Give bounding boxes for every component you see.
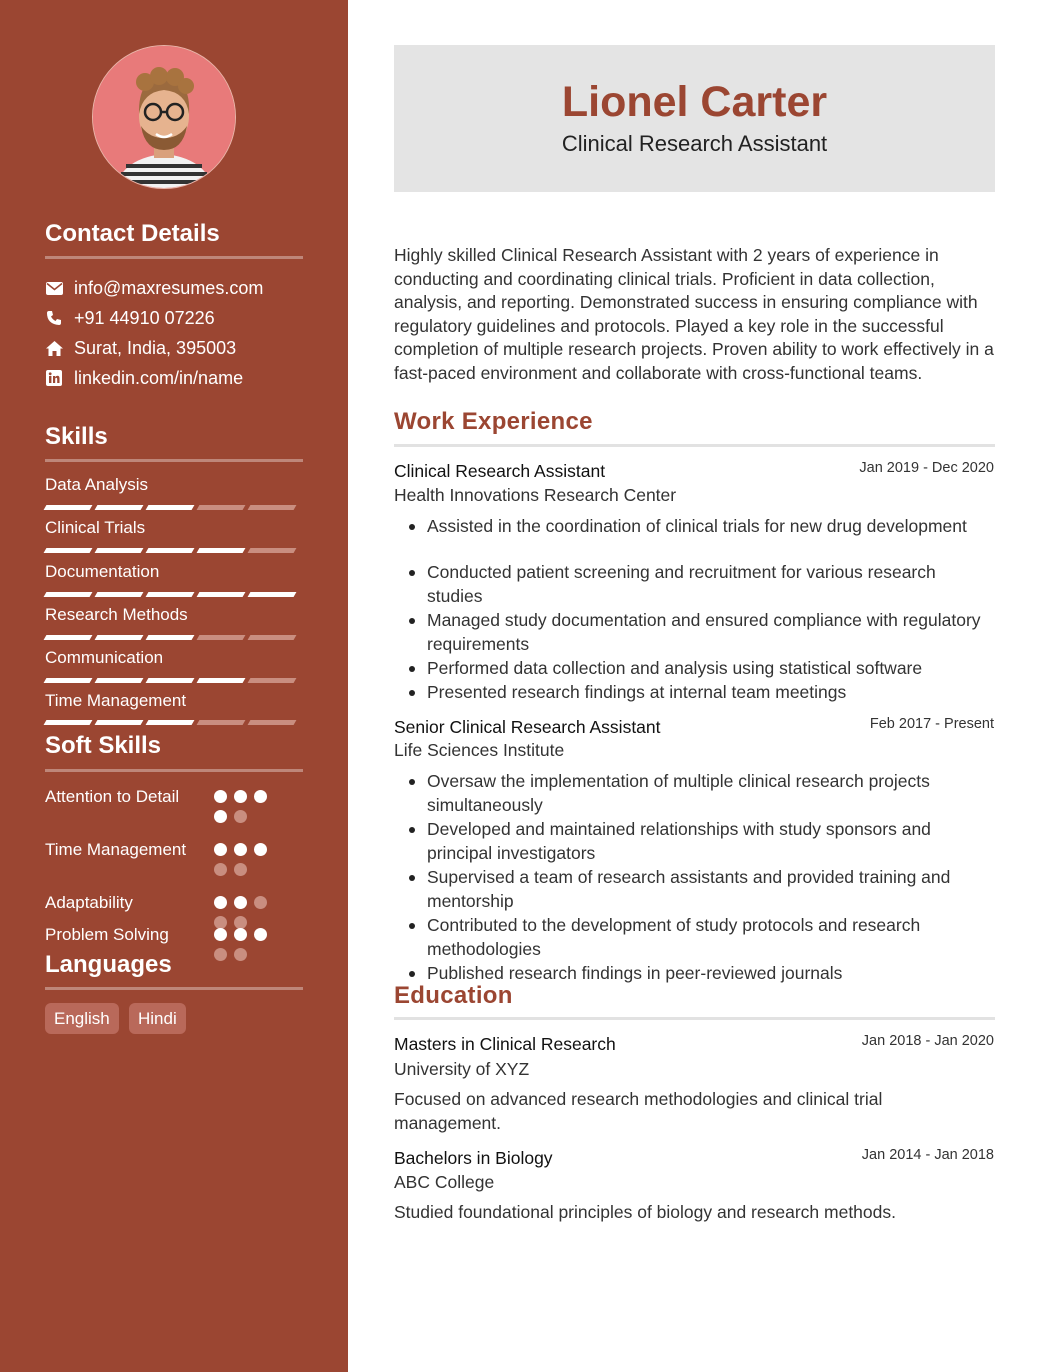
degree-dates: Jan 2018 - Jan 2020 <box>861 1033 994 1049</box>
soft-skills-divider <box>45 769 303 772</box>
school-name: ABC College <box>394 1172 495 1192</box>
skill-bar-segment-filled <box>95 678 144 683</box>
skill-bar-segment-filled <box>197 678 246 683</box>
skill-label: Time Management <box>45 691 187 710</box>
skill-bar <box>45 635 295 640</box>
degree-title: Bachelors in Biology <box>394 1148 553 1168</box>
degree-dates: Jan 2014 - Jan 2018 <box>861 1147 994 1163</box>
skill-bar-segment-filled <box>197 592 246 597</box>
skill-bar-segment-filled <box>146 635 195 640</box>
rating-dot-filled <box>214 896 227 909</box>
home-icon <box>45 339 63 357</box>
contact-linkedin[interactable] <box>45 367 243 389</box>
job-title: Clinical Research Assistant <box>394 461 606 481</box>
education-divider <box>394 1017 995 1020</box>
skills-heading: Skills <box>45 423 108 450</box>
work-experience-divider <box>394 444 995 447</box>
skill-bar-segment-filled <box>44 548 93 553</box>
skill-bar-segment-filled <box>95 720 144 725</box>
soft-skills-heading: Soft Skills <box>45 732 162 759</box>
contact-email-text: info@maxresumes.com <box>74 277 264 298</box>
rating-dot-filled <box>254 928 267 941</box>
school-name: University of XYZ <box>394 1059 530 1079</box>
contact-divider <box>45 256 303 259</box>
rating-dot-empty <box>234 863 247 876</box>
job-dates: Feb 2017 - Present <box>869 716 994 732</box>
rating-dot-filled <box>214 928 227 941</box>
skill-bar-segment-empty <box>248 635 297 640</box>
list-item: Published research findings in peer-reviewed journals <box>394 961 996 985</box>
rating-dot-filled <box>254 843 267 856</box>
rating-dot-empty <box>234 948 247 961</box>
skill-bar <box>45 592 295 597</box>
soft-skill-rating <box>214 896 286 929</box>
degree-description: Focused on advanced research methodologies and clinical trial management. <box>394 1089 883 1133</box>
skill-bar <box>45 505 295 510</box>
degree-description: Studied foundational principles of biology and research methods. <box>394 1202 896 1222</box>
contact-heading: Contact Details <box>45 220 220 247</box>
soft-skill-rating <box>214 790 286 823</box>
header-banner <box>394 45 995 192</box>
language-tag: English <box>45 1003 119 1034</box>
skill-bar-segment-filled <box>146 592 195 597</box>
contact-address <box>45 337 236 359</box>
job-organization: Life Sciences Institute <box>394 740 565 760</box>
skill-bar-segment-empty <box>197 720 246 725</box>
skill-bar-segment-filled <box>248 592 297 597</box>
skill-bar <box>45 548 295 553</box>
skill-bar-segment-filled <box>44 635 93 640</box>
language-tag: Hindi <box>129 1003 186 1034</box>
skill-bar-segment-empty <box>248 678 297 683</box>
contact-email[interactable] <box>45 277 263 299</box>
soft-skill-label: Attention to Detail <box>45 787 180 806</box>
rating-dot-empty <box>234 810 247 823</box>
candidate-name: Lionel Carter <box>561 78 828 126</box>
list-item: Oversaw the implementation of multiple clinical research projects simultaneously <box>394 769 996 817</box>
contact-phone-text: +91 44910 07226 <box>74 307 215 328</box>
skill-bar-segment-filled <box>146 678 195 683</box>
skill-bar-segment-empty <box>197 505 246 510</box>
skill-bar <box>45 720 295 725</box>
rating-dot-filled <box>214 810 227 823</box>
list-item: Contributed to the development of study protocols and research methodologies <box>394 913 996 961</box>
skill-label: Clinical Trials <box>45 518 146 537</box>
list-item: Presented research findings at internal team meetings <box>394 680 996 704</box>
rating-dot-filled <box>234 928 247 941</box>
skill-bar-segment-filled <box>95 548 144 553</box>
list-item: Supervised a team of research assistants and provided training and mentorship <box>394 865 996 913</box>
job-bullets <box>394 769 996 985</box>
list-item: Assisted in the coordination of clinical trials for new drug development <box>394 514 996 538</box>
skill-bar-segment-filled <box>146 548 195 553</box>
soft-skill-rating <box>214 843 286 876</box>
job-dates: Jan 2019 - Dec 2020 <box>859 460 994 476</box>
profile-summary: Highly skilled Clinical Research Assistant with 2 years of experience in conducting and coordinating clinical trials. Proficient in data collection, analysis, and reporting. Demonstrated success in ensuring compliance with regulatory guidelines and protocols. Played a key role in the successful completion of multiple research projects. Proven ability to work effectively in a fast-paced environment and collaborate with cross-functional teams. <box>394 245 994 383</box>
skill-bar-segment-filled <box>95 635 144 640</box>
languages-heading: Languages <box>45 951 172 978</box>
job-organization: Health Innovations Research Center <box>394 485 677 505</box>
skills-divider <box>45 459 303 462</box>
skill-bar-segment-filled <box>95 592 144 597</box>
skill-bar <box>45 678 295 683</box>
list-item: Developed and maintained relationships with study sponsors and principal investigators <box>394 817 996 865</box>
rating-dot-filled <box>234 843 247 856</box>
rating-dot-empty <box>214 948 227 961</box>
work-experience-heading: Work Experience <box>394 408 593 435</box>
skill-label: Research Methods <box>45 605 188 624</box>
skill-bar-segment-empty <box>248 720 297 725</box>
soft-skill-label: Time Management <box>45 840 187 859</box>
rating-dot-empty <box>214 863 227 876</box>
soft-skill-label: Problem Solving <box>45 925 169 944</box>
rating-dot-filled <box>214 790 227 803</box>
rating-dot-filled <box>214 843 227 856</box>
profile-photo <box>92 45 236 189</box>
phone-icon <box>45 309 63 327</box>
contact-linkedin-text: linkedin.com/in/name <box>74 367 244 388</box>
list-item: Managed study documentation and ensured compliance with regulatory requirements <box>394 608 996 656</box>
skill-bar-segment-filled <box>44 592 93 597</box>
contact-address-text: Surat, India, 395003 <box>74 337 237 358</box>
skill-bar-segment-empty <box>197 635 246 640</box>
skill-label: Documentation <box>45 562 160 581</box>
skill-bar-segment-filled <box>146 720 195 725</box>
education-heading: Education <box>394 982 513 1009</box>
degree-title: Masters in Clinical Research <box>394 1034 616 1054</box>
portrait-illustration <box>93 46 235 188</box>
contact-phone[interactable] <box>45 307 215 329</box>
skill-bar-segment-filled <box>95 505 144 510</box>
job-bullets <box>394 514 996 704</box>
skill-bar-segment-filled <box>197 548 246 553</box>
skill-bar-segment-filled <box>44 678 93 683</box>
linkedin-icon <box>45 369 63 387</box>
list-item: Conducted patient screening and recruitment for various research studies <box>394 560 996 608</box>
job-title: Senior Clinical Research Assistant <box>394 717 661 737</box>
skill-bar-segment-empty <box>248 505 297 510</box>
sidebar <box>0 0 348 1372</box>
skill-bar-segment-filled <box>44 505 93 510</box>
rating-dot-filled <box>234 896 247 909</box>
skill-bar-segment-empty <box>248 548 297 553</box>
rating-dot-empty <box>254 896 267 909</box>
list-item: Performed data collection and analysis using statistical software <box>394 656 996 680</box>
skill-bar-segment-filled <box>146 505 195 510</box>
rating-dot-filled <box>254 790 267 803</box>
envelope-icon <box>45 279 63 297</box>
rating-dot-filled <box>234 790 247 803</box>
soft-skill-label: Adaptability <box>45 893 133 912</box>
languages-divider <box>45 987 303 990</box>
soft-skill-rating <box>214 928 286 961</box>
skill-label: Communication <box>45 648 164 667</box>
skill-bar-segment-filled <box>44 720 93 725</box>
candidate-title: Clinical Research Assistant <box>561 131 828 156</box>
skill-label: Data Analysis <box>45 475 148 494</box>
